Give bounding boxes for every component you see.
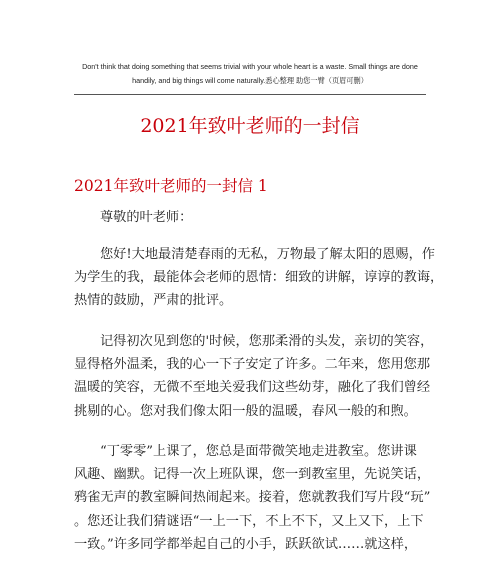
paragraph-3-line-2: 风趣、幽默。记得一次上班队课，您一到教室里，先说笑话， (74, 467, 431, 483)
paragraph-1-line-3: 热情的鼓励，严肃的批评。 (74, 293, 233, 309)
paragraph-3-line-4: 。您还让我们猜谜语“一上一下，不上不下，又上又下，上下 (74, 513, 424, 529)
header-divider (74, 94, 426, 95)
paragraph-1-line-2: 为学生的我，最能体会老师的恩情：细致的讲解，谆谆的教诲， (74, 270, 444, 286)
paragraph-3-line-5: 一致。”许多同学都举起自己的小手，跃跃欲试……就这样， (74, 536, 418, 552)
header-note-line-1: Don't think that doing something that seems trivial with your whole heart is a waste. Small things are done (82, 62, 418, 71)
header-note-line-2: handily, and big things will come naturally.悉心整理 助您一臂（页眉可删） (132, 75, 368, 85)
paragraph-2-line-1: 记得初次见到您的'时候，您那柔滑的头发，亲切的笑容， (100, 334, 434, 349)
paragraph-1-line-1: 您好!大地最清楚春雨的无私，万物最了解太阳的恩赐，作 (100, 247, 435, 262)
paragraph-2 (74, 330, 434, 423)
paragraph-3-line-1: “丁零零”上课了，您总是面带微笑地走进教室。您讲课 (100, 444, 417, 459)
paragraph-3 (74, 440, 431, 556)
paragraph-2-line-2: 显得格外温柔，我的心一下子安定了许多。二年来，您用您那 (74, 357, 431, 373)
header-note (60, 60, 440, 87)
paragraph-2-line-3: 温暖的笑容，无微不至地关爱我们这些幼芽，融化了我们曾经 (74, 380, 431, 396)
greeting: 尊敬的叶老师： (100, 210, 193, 225)
paragraph-1 (74, 243, 444, 313)
paragraph-2-line-4: 挑剔的心。您对我们像太阳一般的温暖，春风一般的和煦。 (74, 403, 417, 419)
section-heading: 2021年致叶老师的一封信 1 (74, 177, 268, 195)
document-title: 2021年致叶老师的一封信 (140, 115, 360, 137)
paragraph-3-line-3: 鸦雀无声的教室瞬间热闹起来。接着，您就教我们写片段“玩” (74, 490, 431, 506)
